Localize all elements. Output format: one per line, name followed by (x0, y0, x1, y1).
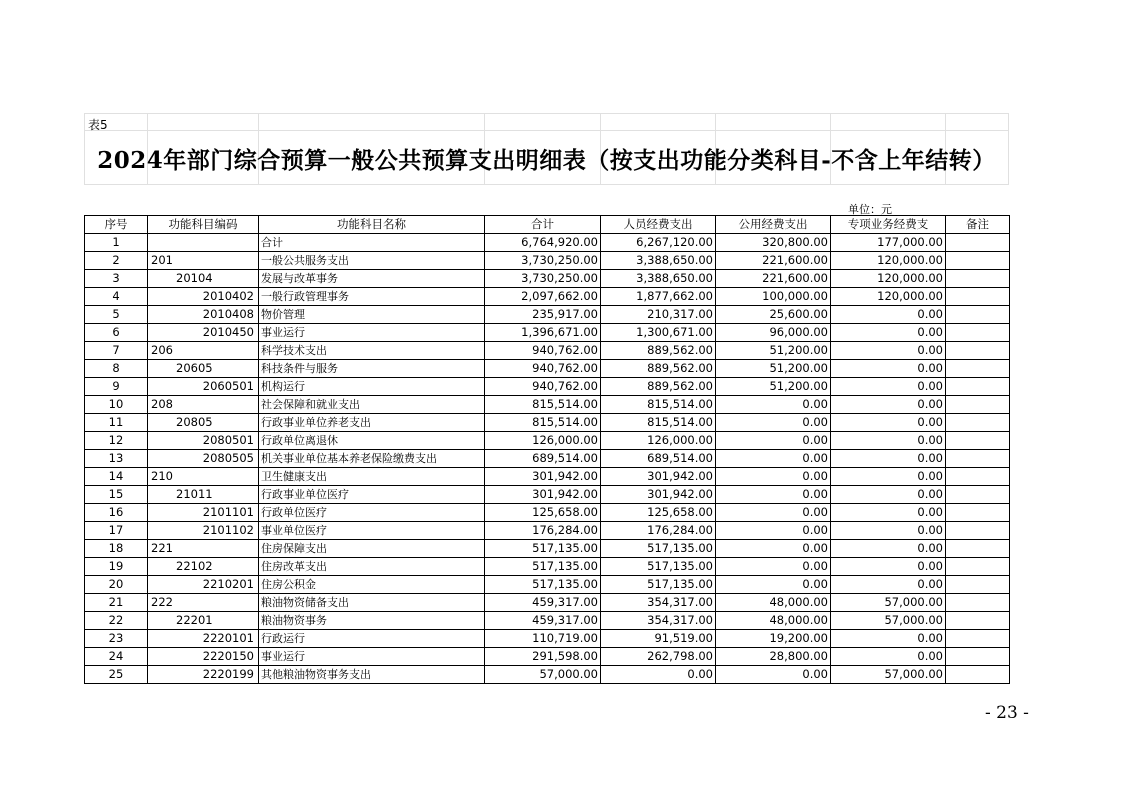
header-name: 功能科目名称 (259, 216, 485, 234)
table-row (85, 486, 1010, 504)
cell-personnel: 176,284.00 (601, 522, 716, 540)
cell-name: 住房公积金 (259, 576, 485, 594)
cell-public: 25,600.00 (716, 306, 831, 324)
cell-special: 120,000.00 (831, 252, 946, 270)
cell-no: 18 (85, 540, 148, 558)
cell-personnel: 0.00 (601, 666, 716, 684)
cell-total: 110,719.00 (485, 630, 601, 648)
cell-special: 120,000.00 (831, 270, 946, 288)
cell-name: 事业运行 (259, 324, 485, 342)
cell-special: 0.00 (831, 450, 946, 468)
cell-no: 13 (85, 450, 148, 468)
cell-note (946, 648, 1010, 666)
cell-total: 301,942.00 (485, 486, 601, 504)
table-row (85, 468, 1010, 486)
cell-name: 一般公共服务支出 (259, 252, 485, 270)
cell-name: 行政事业单位养老支出 (259, 414, 485, 432)
cell-personnel: 889,562.00 (601, 378, 716, 396)
cell-personnel: 125,658.00 (601, 504, 716, 522)
cell-code: 2010408 (148, 306, 259, 324)
cell-public: 48,000.00 (716, 594, 831, 612)
table-row (85, 612, 1010, 630)
cell-personnel: 889,562.00 (601, 342, 716, 360)
cell-public: 0.00 (716, 468, 831, 486)
cell-no: 21 (85, 594, 148, 612)
cell-personnel: 815,514.00 (601, 414, 716, 432)
cell-code: 20104 (148, 270, 259, 288)
cell-code: 20605 (148, 360, 259, 378)
cell-public: 221,600.00 (716, 270, 831, 288)
table-row (85, 306, 1010, 324)
cell-special: 0.00 (831, 468, 946, 486)
cell-public: 0.00 (716, 540, 831, 558)
table-row (85, 558, 1010, 576)
cell-special: 0.00 (831, 414, 946, 432)
cell-note (946, 288, 1010, 306)
cell-personnel: 1,877,662.00 (601, 288, 716, 306)
cell-name: 机关事业单位基本养老保险缴费支出 (259, 450, 485, 468)
cell-total: 6,764,920.00 (485, 234, 601, 252)
table-row (85, 234, 1010, 252)
cell-no: 5 (85, 306, 148, 324)
cell-no: 1 (85, 234, 148, 252)
header-public: 公用经费支出 (716, 216, 831, 234)
cell-total: 517,135.00 (485, 558, 601, 576)
cell-code: 221 (148, 540, 259, 558)
cell-note (946, 666, 1010, 684)
cell-no: 23 (85, 630, 148, 648)
table-row (85, 270, 1010, 288)
table-row (85, 576, 1010, 594)
cell-total: 689,514.00 (485, 450, 601, 468)
cell-name: 住房改革支出 (259, 558, 485, 576)
cell-name: 机构运行 (259, 378, 485, 396)
cell-personnel: 889,562.00 (601, 360, 716, 378)
cell-name: 社会保障和就业支出 (259, 396, 485, 414)
cell-name: 发展与改革事务 (259, 270, 485, 288)
cell-special: 177,000.00 (831, 234, 946, 252)
cell-special: 0.00 (831, 396, 946, 414)
cell-total: 940,762.00 (485, 378, 601, 396)
cell-code: 222 (148, 594, 259, 612)
cell-public: 51,200.00 (716, 360, 831, 378)
table-row (85, 360, 1010, 378)
cell-personnel: 6,267,120.00 (601, 234, 716, 252)
table-row (85, 414, 1010, 432)
table-row (85, 396, 1010, 414)
table-row (85, 450, 1010, 468)
cell-note (946, 504, 1010, 522)
cell-note (946, 432, 1010, 450)
cell-public: 28,800.00 (716, 648, 831, 666)
table-row (85, 522, 1010, 540)
cell-code: 206 (148, 342, 259, 360)
cell-total: 517,135.00 (485, 540, 601, 558)
cell-public: 96,000.00 (716, 324, 831, 342)
cell-personnel: 1,300,671.00 (601, 324, 716, 342)
cell-total: 940,762.00 (485, 360, 601, 378)
empty-cell (946, 684, 1010, 702)
cell-public: 0.00 (716, 522, 831, 540)
cell-code: 208 (148, 396, 259, 414)
empty-cell (601, 684, 716, 702)
cell-code: 210 (148, 468, 259, 486)
cell-no: 10 (85, 396, 148, 414)
cell-personnel: 815,514.00 (601, 396, 716, 414)
cell-public: 48,000.00 (716, 612, 831, 630)
cell-personnel: 301,942.00 (601, 486, 716, 504)
table-row (85, 378, 1010, 396)
cell-special: 0.00 (831, 648, 946, 666)
cell-note (946, 324, 1010, 342)
cell-no: 16 (85, 504, 148, 522)
cell-note (946, 252, 1010, 270)
cell-code: 2101102 (148, 522, 259, 540)
cell-public: 0.00 (716, 666, 831, 684)
cell-no: 12 (85, 432, 148, 450)
cell-note (946, 612, 1010, 630)
cell-personnel: 354,317.00 (601, 594, 716, 612)
cell-note (946, 342, 1010, 360)
empty-cell (716, 684, 831, 702)
cell-name: 行政运行 (259, 630, 485, 648)
cell-code: 20805 (148, 414, 259, 432)
table-row (85, 288, 1010, 306)
cell-name: 住房保障支出 (259, 540, 485, 558)
empty-cell (831, 684, 946, 702)
cell-code: 2220101 (148, 630, 259, 648)
cell-no: 11 (85, 414, 148, 432)
cell-no: 15 (85, 486, 148, 504)
cell-no: 2 (85, 252, 148, 270)
cell-no: 9 (85, 378, 148, 396)
cell-code: 2220199 (148, 666, 259, 684)
cell-personnel: 3,388,650.00 (601, 252, 716, 270)
cell-code: 2010450 (148, 324, 259, 342)
cell-code: 2210201 (148, 576, 259, 594)
cell-total: 301,942.00 (485, 468, 601, 486)
cell-name: 行政单位医疗 (259, 504, 485, 522)
cell-name: 科技条件与服务 (259, 360, 485, 378)
cell-name: 合计 (259, 234, 485, 252)
cell-personnel: 301,942.00 (601, 468, 716, 486)
cell-personnel: 126,000.00 (601, 432, 716, 450)
cell-personnel: 91,519.00 (601, 630, 716, 648)
cell-total: 235,917.00 (485, 306, 601, 324)
cell-name: 行政事业单位医疗 (259, 486, 485, 504)
cell-total: 940,762.00 (485, 342, 601, 360)
cell-no: 4 (85, 288, 148, 306)
cell-personnel: 262,798.00 (601, 648, 716, 666)
cell-name: 粮油物资事务 (259, 612, 485, 630)
table-row (85, 594, 1010, 612)
cell-total: 459,317.00 (485, 612, 601, 630)
cell-special: 0.00 (831, 540, 946, 558)
header-special: 专项业务经费支 (831, 216, 946, 234)
cell-special: 0.00 (831, 504, 946, 522)
cell-code: 2080501 (148, 432, 259, 450)
cell-public: 0.00 (716, 396, 831, 414)
cell-public: 19,200.00 (716, 630, 831, 648)
cell-note (946, 414, 1010, 432)
cell-personnel: 517,135.00 (601, 576, 716, 594)
empty-cell (485, 684, 601, 702)
cell-special: 57,000.00 (831, 666, 946, 684)
cell-public: 0.00 (716, 414, 831, 432)
cell-personnel: 517,135.00 (601, 540, 716, 558)
cell-note (946, 558, 1010, 576)
cell-no: 20 (85, 576, 148, 594)
cell-special: 0.00 (831, 486, 946, 504)
header-personnel: 人员经费支出 (601, 216, 716, 234)
cell-name: 其他粮油物资事务支出 (259, 666, 485, 684)
cell-note (946, 450, 1010, 468)
table-header-row (85, 216, 1010, 234)
cell-code: 2220150 (148, 648, 259, 666)
cell-note (946, 540, 1010, 558)
unit-label: 单位：元 (848, 203, 892, 216)
header-no: 序号 (85, 216, 148, 234)
table-bottom-spacer (85, 684, 1010, 702)
cell-code: 201 (148, 252, 259, 270)
table-row (85, 504, 1010, 522)
table-row (85, 540, 1010, 558)
cell-total: 176,284.00 (485, 522, 601, 540)
cell-total: 3,730,250.00 (485, 270, 601, 288)
cell-total: 517,135.00 (485, 576, 601, 594)
cell-public: 0.00 (716, 450, 831, 468)
cell-no: 17 (85, 522, 148, 540)
header-code: 功能科目编码 (148, 216, 259, 234)
cell-code: 21011 (148, 486, 259, 504)
cell-total: 57,000.00 (485, 666, 601, 684)
cell-total: 291,598.00 (485, 648, 601, 666)
cell-no: 14 (85, 468, 148, 486)
cell-total: 2,097,662.00 (485, 288, 601, 306)
cell-name: 粮油物资储备支出 (259, 594, 485, 612)
cell-special: 0.00 (831, 342, 946, 360)
cell-total: 459,317.00 (485, 594, 601, 612)
page-number: - 23 - (985, 703, 1029, 723)
cell-name: 科学技术支出 (259, 342, 485, 360)
table-row (85, 648, 1010, 666)
empty-cell (259, 684, 485, 702)
cell-public: 320,800.00 (716, 234, 831, 252)
budget-table (84, 215, 1010, 701)
cell-special: 120,000.00 (831, 288, 946, 306)
cell-note (946, 630, 1010, 648)
cell-code: 2080505 (148, 450, 259, 468)
cell-personnel: 3,388,650.00 (601, 270, 716, 288)
cell-note (946, 234, 1010, 252)
cell-total: 815,514.00 (485, 414, 601, 432)
cell-special: 0.00 (831, 630, 946, 648)
cell-no: 24 (85, 648, 148, 666)
cell-public: 0.00 (716, 558, 831, 576)
cell-note (946, 594, 1010, 612)
cell-name: 事业单位医疗 (259, 522, 485, 540)
table-row (85, 630, 1010, 648)
cell-code: 22201 (148, 612, 259, 630)
cell-no: 25 (85, 666, 148, 684)
header-total: 合计 (485, 216, 601, 234)
header-note: 备注 (946, 216, 1010, 234)
budget-sheet (84, 113, 1009, 701)
cell-special: 57,000.00 (831, 594, 946, 612)
cell-note (946, 486, 1010, 504)
page-title: 2024年部门综合预算一般公共预算支出明细表（按支出功能分类科目-不含上年结转） (97, 147, 996, 174)
cell-no: 22 (85, 612, 148, 630)
cell-note (946, 468, 1010, 486)
cell-code: 22102 (148, 558, 259, 576)
cell-public: 221,600.00 (716, 252, 831, 270)
cell-total: 815,514.00 (485, 396, 601, 414)
cell-name: 事业运行 (259, 648, 485, 666)
cell-special: 57,000.00 (831, 612, 946, 630)
cell-special: 0.00 (831, 360, 946, 378)
cell-public: 51,200.00 (716, 342, 831, 360)
cell-name: 一般行政管理事务 (259, 288, 485, 306)
cell-personnel: 354,317.00 (601, 612, 716, 630)
cell-special: 0.00 (831, 306, 946, 324)
cell-public: 100,000.00 (716, 288, 831, 306)
cell-public: 51,200.00 (716, 378, 831, 396)
cell-total: 126,000.00 (485, 432, 601, 450)
cell-note (946, 270, 1010, 288)
cell-note (946, 306, 1010, 324)
cell-no: 19 (85, 558, 148, 576)
cell-name: 卫生健康支出 (259, 468, 485, 486)
empty-cell (148, 684, 259, 702)
cell-code (148, 234, 259, 252)
cell-no: 3 (85, 270, 148, 288)
cell-no: 6 (85, 324, 148, 342)
cell-total: 1,396,671.00 (485, 324, 601, 342)
cell-note (946, 522, 1010, 540)
cell-code: 2060501 (148, 378, 259, 396)
cell-public: 0.00 (716, 486, 831, 504)
cell-name: 行政单位离退休 (259, 432, 485, 450)
cell-no: 7 (85, 342, 148, 360)
cell-special: 0.00 (831, 558, 946, 576)
cell-public: 0.00 (716, 576, 831, 594)
table-row (85, 252, 1010, 270)
cell-personnel: 210,317.00 (601, 306, 716, 324)
cell-public: 0.00 (716, 432, 831, 450)
cell-note (946, 396, 1010, 414)
cell-note (946, 360, 1010, 378)
cell-special: 0.00 (831, 378, 946, 396)
cell-personnel: 517,135.00 (601, 558, 716, 576)
cell-total: 125,658.00 (485, 504, 601, 522)
cell-total: 3,730,250.00 (485, 252, 601, 270)
cell-code: 2010402 (148, 288, 259, 306)
cell-special: 0.00 (831, 432, 946, 450)
cell-note (946, 378, 1010, 396)
cell-special: 0.00 (831, 576, 946, 594)
cell-note (946, 576, 1010, 594)
table-row (85, 666, 1010, 684)
cell-public: 0.00 (716, 504, 831, 522)
cell-code: 2101101 (148, 504, 259, 522)
table-row (85, 324, 1010, 342)
empty-cell (85, 684, 148, 702)
cell-name: 物价管理 (259, 306, 485, 324)
cell-personnel: 689,514.00 (601, 450, 716, 468)
cell-special: 0.00 (831, 522, 946, 540)
table-label: 表5 (88, 118, 108, 132)
cell-no: 8 (85, 360, 148, 378)
table-row (85, 342, 1010, 360)
cell-special: 0.00 (831, 324, 946, 342)
table-row (85, 432, 1010, 450)
